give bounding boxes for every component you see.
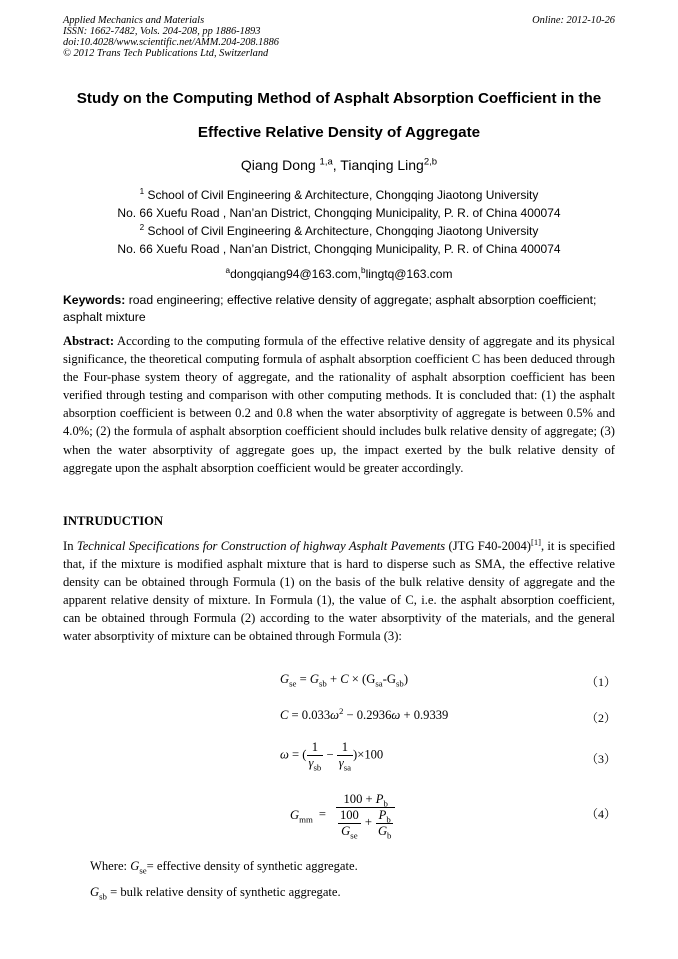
eq1-op: )	[403, 672, 409, 686]
affiliation-1-address: No. 66 Xuefu Road , Nan’an District, Chongqing Municipality, P. R. of China 400074	[117, 206, 561, 220]
affiliation-1	[0, 186, 678, 204]
eq3-frac1-num: 1	[307, 740, 324, 756]
eq4-op: =	[318, 807, 326, 822]
affiliation-1-text: School of Civil Engineering & Architecture, Chongqing Jiaotong University	[147, 188, 539, 202]
email-a-marker: a	[225, 266, 231, 275]
eq1-op: × (G	[348, 672, 376, 686]
author-1-affil: 1,a	[319, 156, 333, 168]
eq4-sub: b	[387, 830, 392, 841]
eq4-symbol: G	[377, 824, 388, 838]
def-symbol: G	[90, 885, 100, 899]
eq4-den-frac-2	[376, 808, 394, 839]
def-sub: sb	[99, 891, 107, 902]
eq2-term: − 0.2936	[343, 708, 392, 722]
copyright-line: © 2012 Trans Tech Publications Ltd, Switzerland	[63, 48, 269, 59]
eq1-symbol: G	[280, 672, 290, 686]
affiliation-1-num: 1	[139, 187, 145, 196]
eq1-symbol: C	[340, 672, 349, 686]
journal-name: Applied Mechanics and Materials	[63, 15, 205, 26]
author-2-affil: 2,b	[423, 156, 438, 168]
email-a[interactable]: dongqiang94@163.com,	[230, 267, 362, 281]
abstract-text: According to the computing formula of the effective relative density of aggregate and its physical significance, the theoretical computing formula of asphalt absorption coefficient C has been deduced through the Four-phase system theory of aggregate, and the rationality of asphalt absorption coefficient has been verified through testing and comparison with other computing methods. It is concluded that: (1) the asphalt absorption coefficient is between 0.2 and 0.8 when the water absorptivity of aggregate is between 0.5% and 4.0%; (2) the formula of asphalt absorption coefficient should includes bulk relative density of aggregate; (3) when the water absorptivity of aggregate goes up, the impact exerted by the bulk relative density of aggregate upon the asphalt absorption coefficient would be greater accordingly.	[63, 334, 615, 475]
eq1-sub: se	[289, 678, 297, 689]
intro-cited-title: Technical Specifications for Construction of highway Asphalt Pavements	[76, 539, 446, 553]
equation-2	[280, 705, 449, 723]
keywords	[63, 292, 615, 327]
affiliation-2-num: 2	[139, 223, 145, 232]
eq1-op: =	[296, 672, 310, 686]
intro-paragraph	[63, 537, 615, 646]
equation-2-number: （2）	[586, 711, 617, 725]
equation-3-number: （3）	[586, 752, 617, 766]
eq4-sub: se	[350, 830, 358, 841]
eq2-symbol: ω	[330, 708, 340, 722]
eq3-gamma: γ	[308, 756, 314, 770]
eq4-den2-den	[376, 824, 394, 839]
author-2: Tianqing Ling	[340, 157, 424, 173]
eq1-op: -G	[382, 672, 396, 686]
abstract-label: Abstract:	[63, 334, 115, 348]
def-sub: se	[139, 865, 147, 876]
eq4-fraction	[336, 792, 396, 839]
def-text: = effective density of synthetic aggregate.	[146, 859, 358, 873]
eq3-fraction-2	[337, 740, 353, 771]
affiliation-2-address: No. 66 Xuefu Road , Nan’an District, Chongqing Municipality, P. R. of China 400074	[117, 242, 561, 256]
affiliations	[0, 186, 678, 258]
citation-1[interactable]: [1]	[530, 536, 541, 547]
author-separator: ,	[332, 157, 341, 173]
eq1-sub: sb	[395, 678, 404, 689]
paper-title-line-1: Study on the Computing Method of Asphalt Absorption Coefficient in the	[76, 90, 602, 107]
running-header	[63, 15, 615, 59]
eq3-op: −	[323, 747, 337, 762]
eq4-sub: mm	[299, 814, 313, 825]
issn-line: ISSN: 1662-7482, Vols. 204-208, pp 1886-1893	[63, 26, 261, 37]
author-list	[0, 157, 678, 173]
eq2-term: = 0.033	[288, 708, 331, 722]
doi-line: doi:10.4028/www.scientific.net/AMM.204-208.1886	[63, 37, 279, 48]
email-b-marker: b	[361, 266, 366, 275]
eq3-sub: sb	[313, 762, 322, 773]
eq3-gamma: γ	[338, 756, 344, 770]
intro-text-rest: , it is specified that, if the mixture is modified asphalt mixture that is hard to disperse such as SMA, the effective relative density can be obtained through Formula (1) on the basis of the bulk relative density of aggregate and the apparent relative density of mixture. In Formula (1), the value of C, i.e. the asphalt absorption coefficient, can be obtained through Formula (2) according to the water absorptivity of the materials, and the general water absorptivity of mixture can be obtained through Formula (3):	[63, 539, 615, 644]
eq3-frac2-den	[337, 756, 353, 771]
author-1: Qiang Dong	[240, 157, 316, 173]
definition-gsb	[90, 885, 341, 900]
eq4-den2-num	[376, 808, 394, 824]
eq4-denominator	[336, 808, 396, 839]
eq4-symbol: G	[341, 824, 351, 838]
eq1-op: +	[326, 672, 341, 686]
eq2-exp: 2	[339, 705, 344, 716]
paper-title-line-2: Effective Relative Density of Aggregate	[197, 124, 481, 141]
affiliation-2	[0, 222, 678, 240]
eq3-fraction-1	[307, 740, 324, 771]
affiliation-2-text: School of Civil Engineering & Architecture, Chongqing Jiaotong University	[147, 224, 539, 238]
eq4-sub: b	[383, 798, 388, 809]
equation-1-number: （1）	[586, 675, 617, 689]
abstract	[63, 332, 615, 477]
def-symbol: G	[130, 859, 140, 873]
eq4-op: +	[364, 815, 372, 830]
eq2-symbol: C	[280, 708, 289, 722]
eq4-den-frac-1	[338, 808, 361, 839]
eq4-sub: b	[386, 814, 391, 825]
author-emails	[0, 267, 678, 281]
eq3-op: )×100	[353, 747, 384, 762]
eq4-symbol: P	[378, 808, 387, 822]
eq2-term: + 0.9339	[400, 708, 449, 722]
eq3-op: = (	[288, 747, 307, 762]
email-b[interactable]: lingtq@163.com	[365, 267, 453, 281]
eq4-symbol: G	[290, 808, 300, 822]
eq3-symbol: ω	[280, 747, 289, 762]
eq4-numerator	[336, 792, 396, 808]
section-heading-introduction: INTRUDUCTION	[63, 514, 164, 528]
intro-text-ref: (JTG F40-2004)	[445, 539, 531, 553]
equation-1	[280, 672, 408, 687]
eq4-symbol: P	[375, 792, 384, 806]
equation-4	[290, 792, 395, 839]
eq1-sub: sb	[318, 678, 327, 689]
eq4-den1-num: 100	[339, 808, 359, 822]
equation-4-number: （4）	[586, 807, 617, 821]
eq4-num-value: 100 +	[343, 792, 376, 806]
eq1-sub: sa	[375, 678, 383, 689]
keywords-text: road engineering; effective relative density of aggregate; asphalt absorption coefficient; asphalt mixture	[63, 293, 597, 325]
def-text: = bulk relative density of synthetic aggregate.	[106, 885, 341, 899]
eq2-symbol: ω	[391, 708, 401, 722]
definition-gse	[90, 859, 358, 874]
eq4-den1-den	[338, 824, 361, 839]
online-date: Online: 2012-10-26	[532, 15, 615, 26]
eq3-sub: sa	[343, 762, 352, 773]
equation-3	[280, 740, 383, 771]
eq3-frac2-num: 1	[337, 740, 353, 756]
eq1-symbol: G	[309, 672, 319, 686]
eq3-frac1-den	[307, 756, 324, 771]
intro-text-pre: In	[63, 539, 77, 553]
where-label: Where:	[90, 859, 131, 873]
keywords-label: Keywords:	[63, 293, 126, 307]
